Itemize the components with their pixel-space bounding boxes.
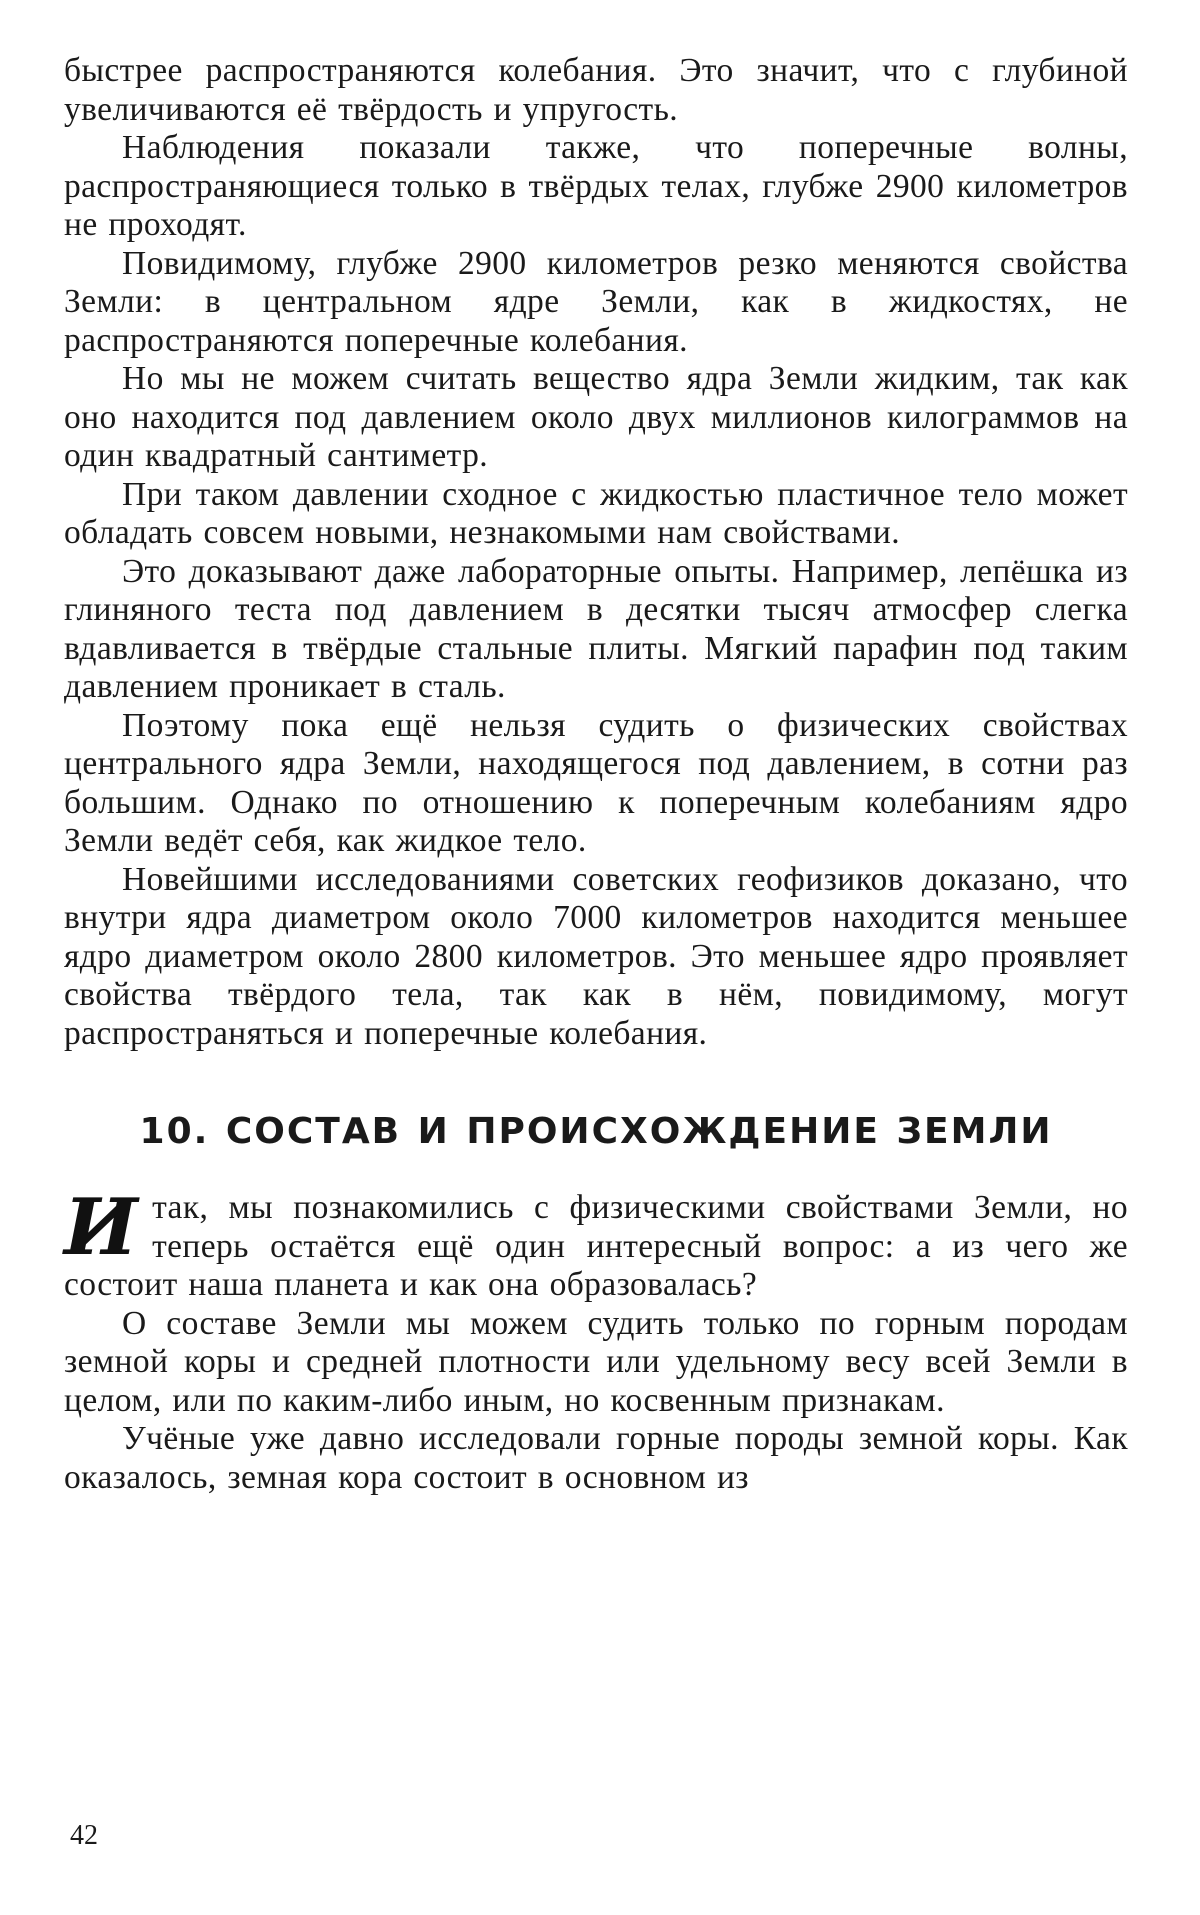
paragraph-7: Поэтому пока ещё нельзя судить о физических свойствах центрального ядра Земли, находящегося под давлением, в сотни раз большим. Однако по отношению к поперечным колебаниям ядро Земли ведёт себя, как жидкое тело.	[64, 706, 1128, 859]
section-heading: 10. СОСТАВ И ПРОИСХОЖДЕНИЕ ЗЕМЛИ	[139, 1111, 1053, 1152]
paragraph-5: При таком давлении сходное с жидкостью пластичное тело может обладать совсем новыми, незнакомыми нам свойствами.	[64, 475, 1128, 551]
paragraph-3: Повидимому, глубже 2900 километров резко меняются свойства Земли: в центральном ядре Земли, как в жидкостях, не распространяются поперечные колебания.	[64, 244, 1128, 359]
paragraph-1: быстрее распространяются колебания. Это значит, что с глубиной увеличиваются её твёрдость и упругость.	[64, 52, 1128, 128]
paragraph-6: Это доказывают даже лабораторные опыты. Например, лепёшка из глиняного теста под давлением в десятки тысяч атмосфер слегка вдавливается в твёрдые стальные плиты. Мягкий парафин под таким давлением проникает в сталь.	[64, 552, 1128, 705]
paragraph-2: Наблюдения показали также, что поперечные волны, распространяющиеся только в твёрдых телах, глубже 2900 километров не проходят.	[64, 129, 1128, 243]
page-body	[64, 52, 1128, 1497]
paragraph-11: Учёные уже давно исследовали горные породы земной коры. Как оказалось, земная кора состоит в основном из	[64, 1420, 1128, 1496]
dropcap-letter: И	[64, 1182, 139, 1273]
dropcap-paragraph-text: так, мы познакомились с физическими свойствами Земли, но теперь остаётся ещё один интересный вопрос: а из чего же состоит наша планета и как она образовалась?	[64, 1189, 1128, 1303]
page-number: 42	[70, 1820, 98, 1851]
paragraph-10: О составе Земли мы можем судить только по горным породам земной коры и средней плотности или удельному весу всей Земли в целом, или по каким-либо иным, но косвенным признакам.	[64, 1304, 1128, 1419]
dropcap-paragraph	[64, 1182, 1128, 1305]
paragraph-4: Но мы не можем считать вещество ядра Земли жидким, так как оно находится под давлением около двух миллионов килограммов на один квадратный сантиметр.	[64, 360, 1128, 474]
paragraph-8: Новейшими исследованиями советских геофизиков доказано, что внутри ядра диаметром около 7000 километров находится меньшее ядро диаметром около 2800 километров. Это меньшее ядро проявляет свойства твёрдого тела, так как в нём, повидимому, могут распространяться и поперечные колебания.	[64, 860, 1128, 1052]
